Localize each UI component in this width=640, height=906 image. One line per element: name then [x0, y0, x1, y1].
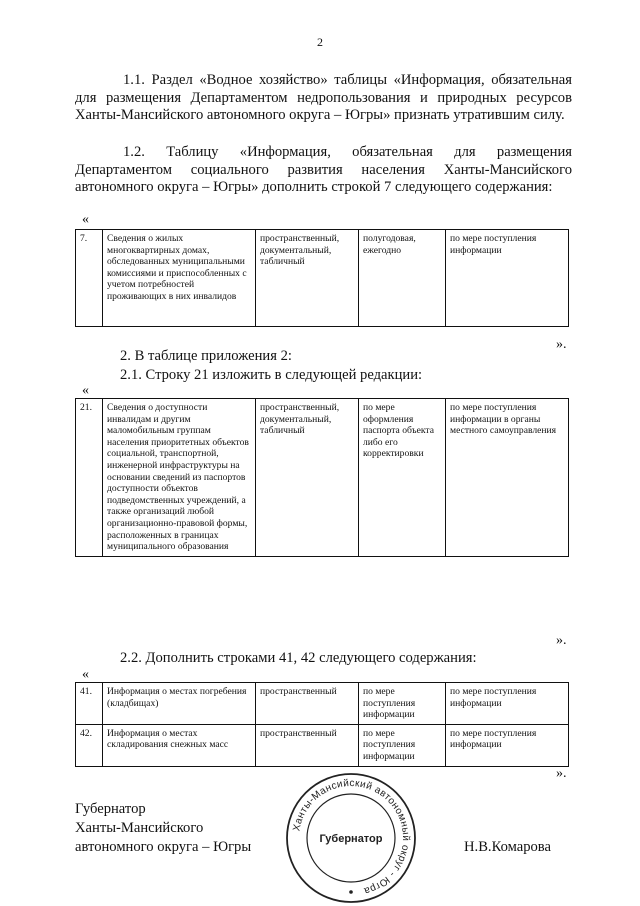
row-period: по мере поступления информации: [359, 683, 446, 725]
closing-quote: ».: [556, 633, 567, 648]
signatory-name: Н.В.Комарова: [464, 839, 551, 855]
table-row: [76, 683, 569, 725]
row-form: пространственный, документальный, табличный: [256, 230, 359, 327]
row-number: 42.: [76, 724, 103, 766]
closing-quote: ».: [556, 337, 567, 352]
paragraph-2-1: 2.1. Строку 21 изложить в следующей редакции:: [120, 367, 423, 383]
table-row: [76, 724, 569, 766]
row-number: 21.: [76, 399, 103, 557]
paragraph-1-1: 1.1. Раздел «Водное хозяйство» таблицы «Информация, обязательная для размещения Департаментом недропользования и природных ресурсов Ханты-Мансийского автономного округа – Югры» признать утратившим силу.: [75, 72, 572, 123]
table-appendix2-row21: [75, 398, 569, 557]
row-form: пространственный: [256, 724, 359, 766]
row-period: по мере оформления паспорта объекта либо его корректировки: [359, 399, 446, 557]
closing-quote: ».: [556, 766, 567, 781]
opening-quote: «: [82, 212, 89, 227]
row-term: по мере поступления информации в органы местного самоуправления: [446, 399, 569, 557]
opening-quote: «: [82, 667, 89, 682]
row-number: 41.: [76, 683, 103, 725]
table-appendix2-rows41-42: [75, 682, 569, 767]
row-period: полугодовая, ежегодно: [359, 230, 446, 327]
row-info: Информация о местах погребения (кладбищах): [103, 683, 256, 725]
row-info: Информация о местах складирования снежных масс: [103, 724, 256, 766]
paragraph-2-2: 2.2. Дополнить строками 41, 42 следующего содержания:: [120, 650, 477, 666]
table-social-development-row7: [75, 229, 569, 327]
row-info: Сведения о жилых многоквартирных домах, обследованных муниципальными комиссиями и приспособленных с учетом потребностей проживающих в них инвалидов: [103, 230, 256, 327]
row-term: по мере поступления информации: [446, 683, 569, 725]
svg-text:Ханты-Мансийский автономный ок: Ханты-Мансийский автономный округ - Югра: [291, 777, 412, 897]
table-row: [76, 230, 569, 327]
paragraph-1-2: 1.2. Таблицу «Информация, обязательная для размещения Департаментом социального развития населения Ханты-Мансийского автономного округа – Югры» дополнить строкой 7 следующего содержания:: [75, 144, 572, 195]
row-number: 7.: [76, 230, 103, 327]
signature-title-line: автономного округа – Югры: [75, 839, 252, 855]
paragraph-2: 2. В таблице приложения 2:: [120, 348, 292, 364]
opening-quote: «: [82, 383, 89, 398]
page-number: 2: [317, 35, 323, 49]
row-period: по мере поступления информации: [359, 724, 446, 766]
row-form: пространственный, документальный, табличный: [256, 399, 359, 557]
row-info: Сведения о доступности инвалидам и другим маломобильным группам населения приоритетных объектов социальной, транспортной, инженерной инфраструктуры на основании сведений из паспортов доступности объектов подведомственных учреждений, а также организаций любой организационно-правовой формы, расположенных в границах муниципального образования: [103, 399, 256, 557]
row-term: по мере поступления информации: [446, 724, 569, 766]
row-term: по мере поступления информации: [446, 230, 569, 327]
signature-title-line: Ханты-Мансийского: [75, 820, 204, 836]
official-seal-stamp: [283, 770, 419, 906]
signature-title-line: Губернатор: [75, 801, 146, 817]
row-form: пространственный: [256, 683, 359, 725]
signature-title: [75, 800, 251, 857]
svg-text:Губернатор: Губернатор: [319, 833, 383, 845]
table-row: [76, 399, 569, 557]
